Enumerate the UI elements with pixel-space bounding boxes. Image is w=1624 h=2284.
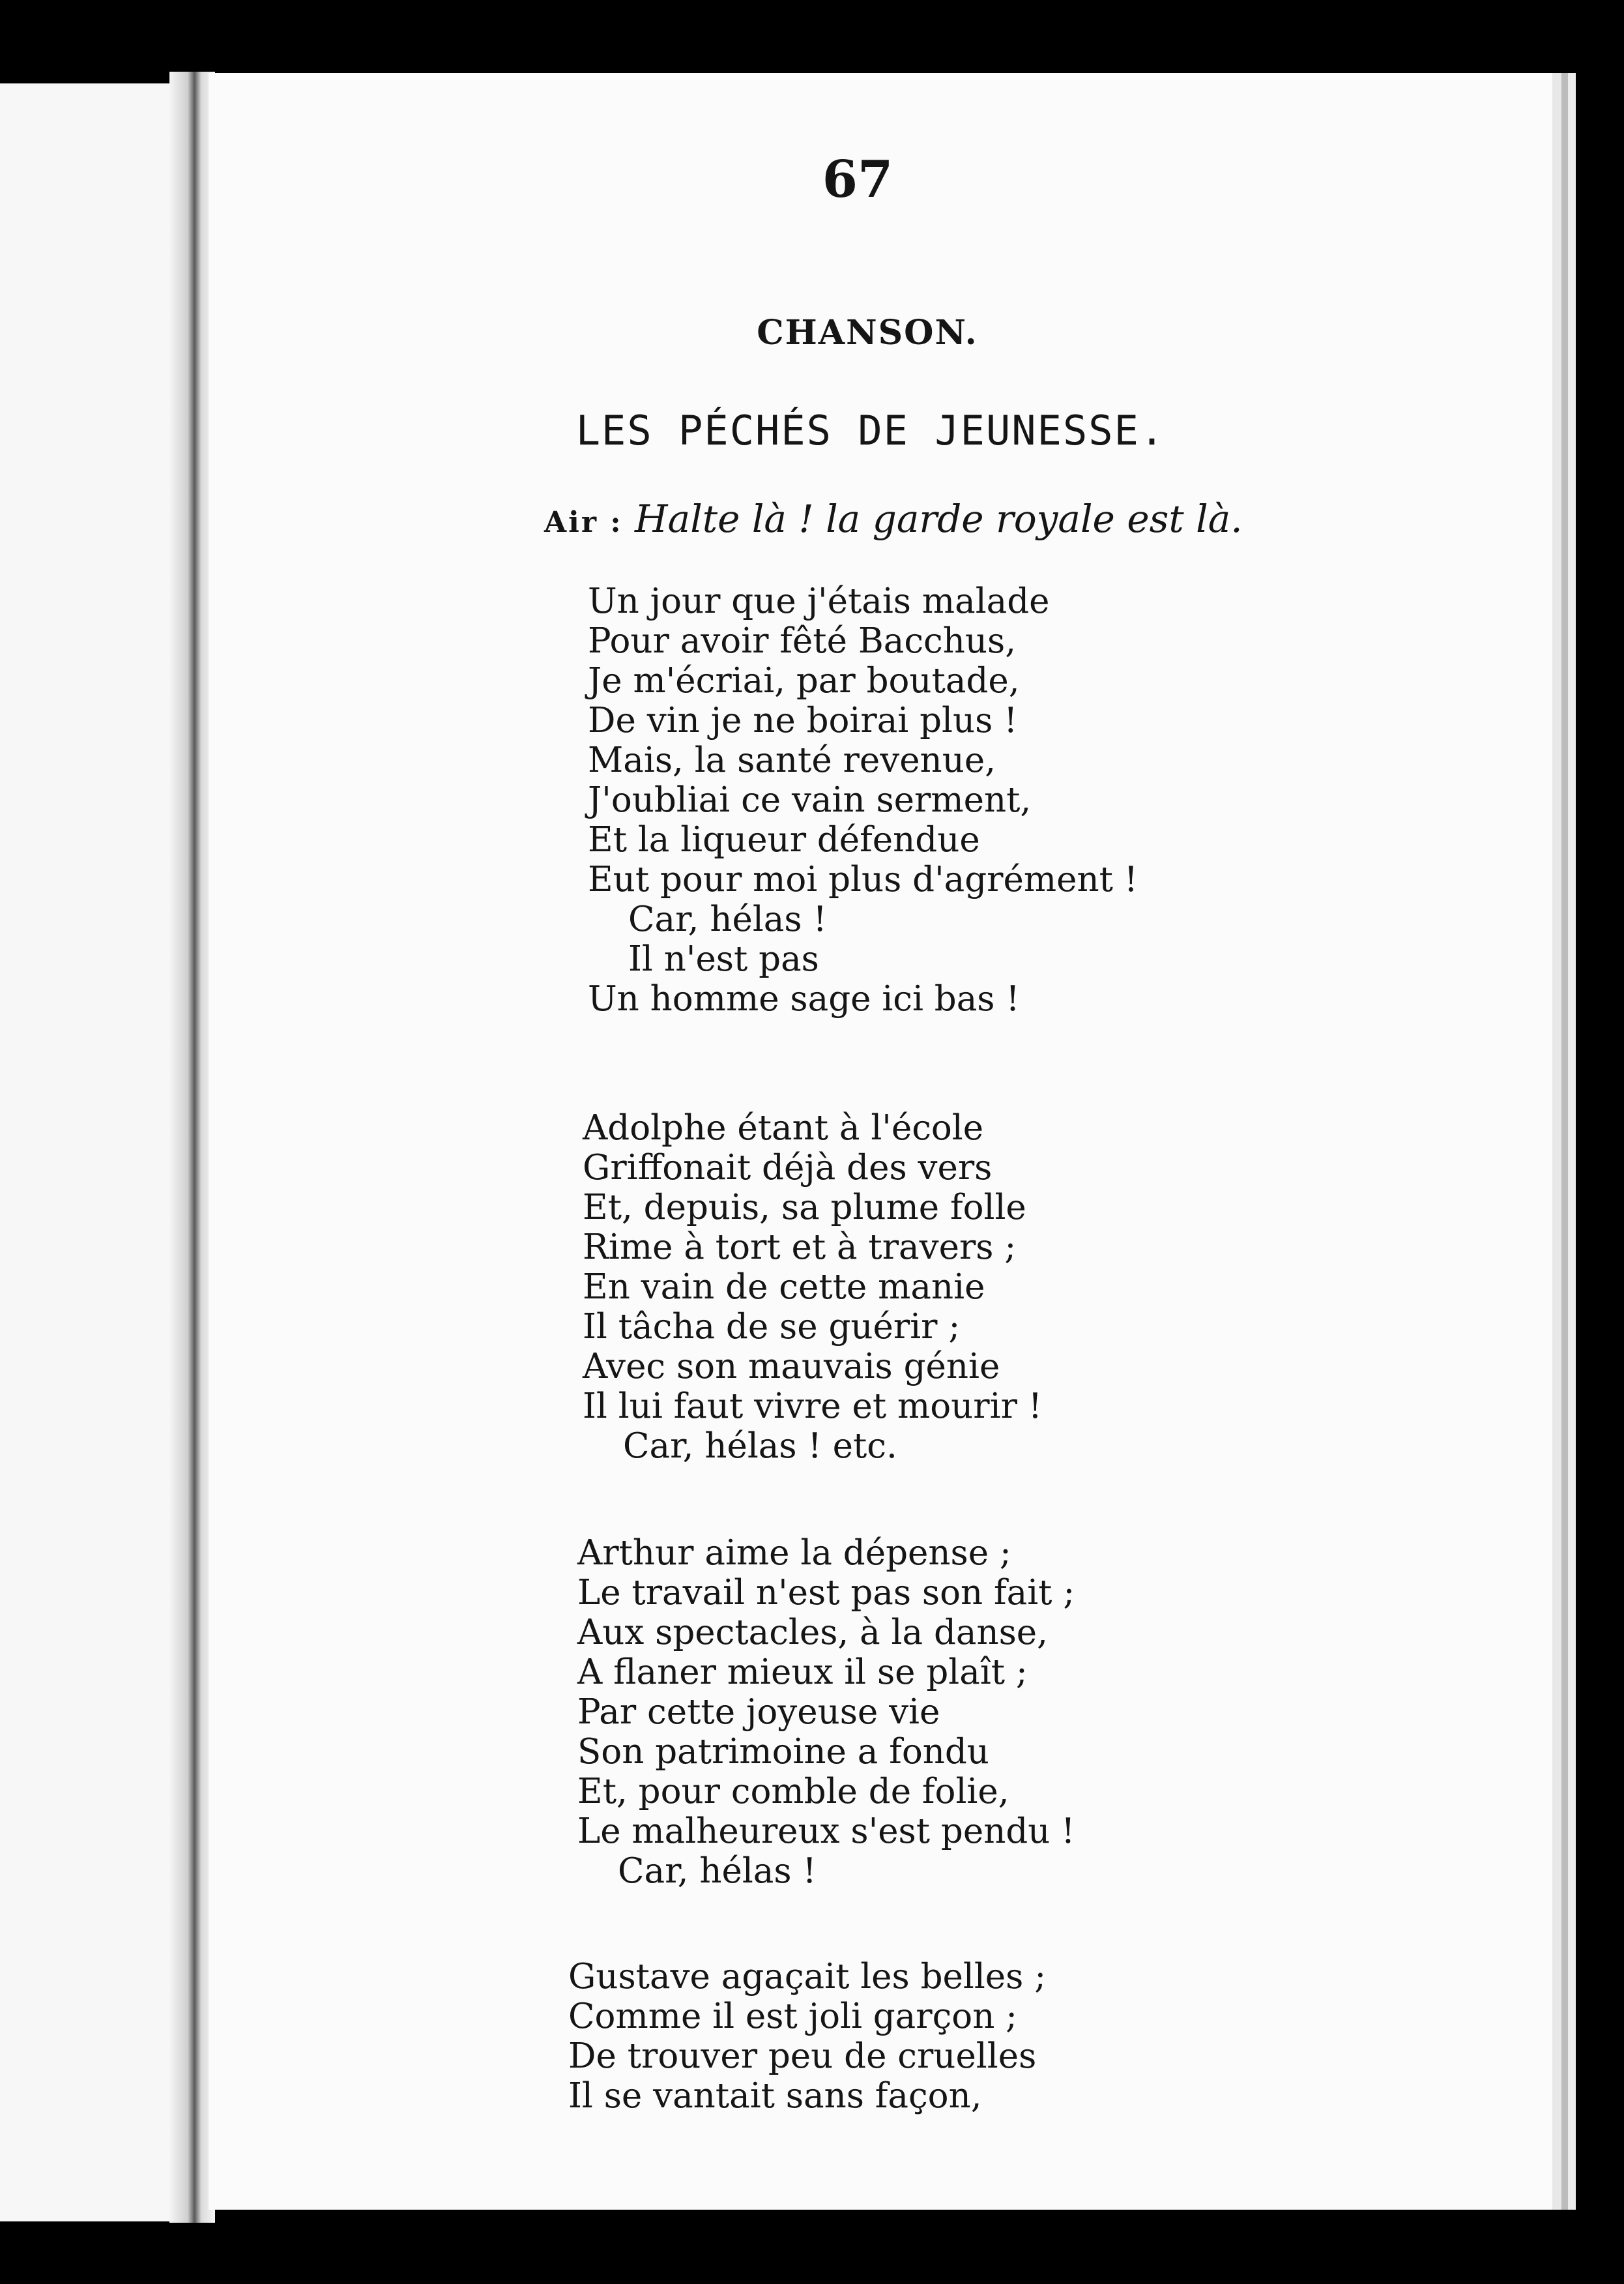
verse-line: Avec son mauvais génie — [583, 1347, 1000, 1386]
refrain-line: Il n'est pas — [628, 939, 819, 979]
verse-line: Pour avoir fêté Bacchus, — [588, 621, 1017, 661]
air-tune: Halte là ! la garde royale est là. — [635, 497, 1243, 541]
verse-line: Comme il est joli garçon ; — [568, 1997, 1018, 2036]
verse-line: Rime à tort et à travers ; — [583, 1227, 1017, 1267]
verse-line: Adolphe étant à l'école — [583, 1108, 984, 1148]
refrain-line: Car, hélas ! — [618, 1851, 817, 1891]
verse-line: Eut pour moi plus d'agrément ! — [588, 860, 1138, 900]
verse-line: Griffonait déjà des vers — [583, 1148, 993, 1188]
verse-line: Son patrimoine a fondu — [577, 1732, 989, 1772]
stanza-4 — [568, 1957, 1046, 2116]
book-page — [209, 73, 1561, 2210]
verse-line: Il tâcha de se guérir ; — [583, 1307, 961, 1347]
verse-line: Et, pour comble de folie, — [577, 1772, 1009, 1811]
song-title: LES PÉCHÉS DE JEUNESSE. — [575, 407, 1166, 454]
verse-line: Il lui faut vivre et mourir ! — [583, 1386, 1043, 1426]
facing-page-edge — [0, 83, 190, 2221]
stanza-3 — [577, 1533, 1075, 1891]
stanza-1 — [588, 581, 1138, 1019]
verse-line: Je m'écriai, par boutade, — [588, 661, 1020, 701]
verse-line: A flaner mieux il se plaît ; — [577, 1652, 1028, 1692]
verse-line: Le malheureux s'est pendu ! — [577, 1811, 1075, 1851]
verse-line: Et, depuis, sa plume folle — [583, 1188, 1026, 1227]
verse-line: Arthur aime la dépense ; — [577, 1533, 1011, 1573]
stanza-2 — [583, 1108, 1042, 1466]
verse-line: De trouver peu de cruelles — [568, 2036, 1037, 2076]
verse-line: En vain de cette manie — [583, 1267, 985, 1307]
verse-line: J'oubliai ce vain serment, — [588, 780, 1032, 820]
verse-line: De vin je ne boirai plus ! — [588, 701, 1018, 740]
verse-line: Par cette joyeuse vie — [577, 1692, 940, 1732]
refrain-line: Un homme sage ici bas ! — [588, 979, 1020, 1019]
verse-line: Le travail n'est pas son fait ; — [577, 1573, 1075, 1613]
verse-line: Aux spectacles, à la danse, — [577, 1613, 1049, 1652]
verse-line: Un jour que j'étais malade — [588, 581, 1050, 621]
air-line — [544, 497, 1243, 541]
air-label: Air : — [544, 506, 623, 539]
page-number: 67 — [822, 150, 893, 209]
section-heading: CHANSON. — [757, 313, 978, 353]
verse-line: Gustave agaçait les belles ; — [568, 1957, 1047, 1997]
refrain-line: Car, hélas ! — [628, 900, 827, 939]
verse-line: Mais, la santé revenue, — [588, 740, 996, 780]
verse-line: Et la liqueur défendue — [588, 820, 980, 860]
refrain-line: Car, hélas ! etc. — [623, 1426, 897, 1466]
verse-line: Il se vantait sans façon, — [568, 2076, 982, 2116]
